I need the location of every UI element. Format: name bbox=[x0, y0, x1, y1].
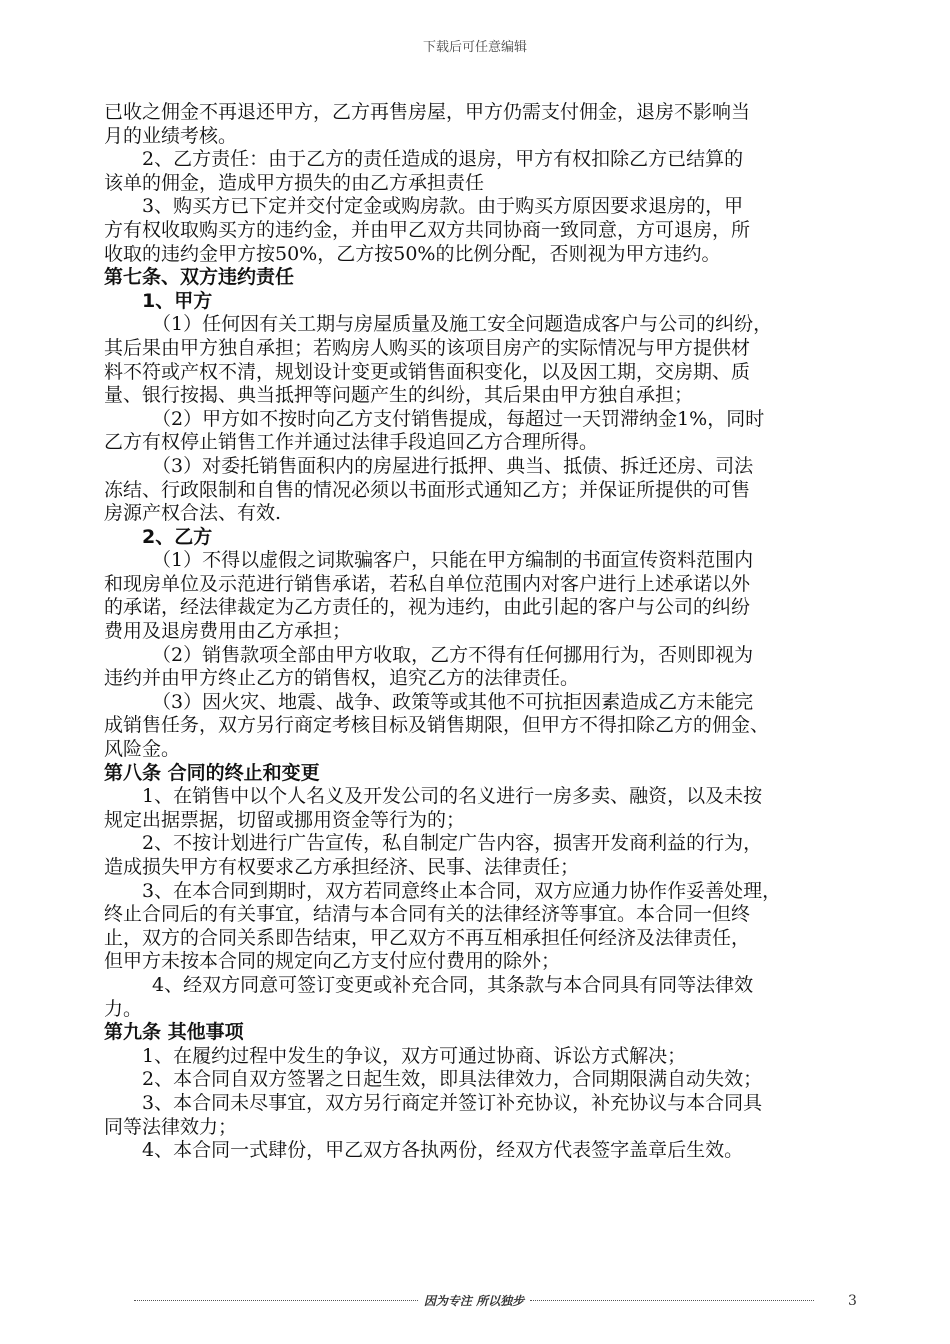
body-text-line: 但甲方未按本合同的规定向乙方支付应付费用的除外； bbox=[104, 950, 561, 973]
paragraph-first-line: 3、在本合同到期时，双方若同意终止本合同，双方应通力协作作妥善处理， bbox=[142, 879, 782, 902]
paragraph-first-line: 2、乙方责任：由于乙方的责任造成的退房，甲方有权扣除乙方已结算的 bbox=[142, 148, 744, 171]
page-footer bbox=[134, 1290, 814, 1310]
paragraph-first-line: 1、在销售中以个人名义及开发公司的名义进行一房多卖、融资，以及未按 bbox=[142, 785, 763, 808]
body-text-line: 和现房单位及示范进行销售承诺，若私自单位范围内对客户进行上述承诺以外 bbox=[104, 572, 751, 595]
body-text-line: 费用及退房费用由乙方承担； bbox=[104, 620, 352, 643]
body-text-line: 收取的违约金甲方按50%，乙方按50%的比例分配，否则视为甲方违约。 bbox=[104, 242, 721, 265]
body-text-line: 终止合同后的有关事宜，结清与本合同有关的法律经济等事宜。本合同一但终 bbox=[104, 903, 751, 926]
body-text-line: 风险金。 bbox=[104, 738, 181, 761]
body-text-line: 房源产权合法、有效. bbox=[104, 502, 282, 525]
subsection-heading: 1、甲方 bbox=[142, 289, 213, 312]
body-text-line: 止，双方的合同关系即告结束，甲乙双方不再互相承担任何经济及法律责任， bbox=[104, 926, 751, 949]
paragraph-first-line: （2）甲方如不按时向乙方支付销售提成，每超过一天罚滞纳金1%，同时 bbox=[152, 407, 765, 430]
body-text-line: 已收之佣金不再退还甲方，乙方再售房屋，甲方仍需支付佣金，退房不影响当 bbox=[104, 101, 751, 123]
body-text-line: 规定出据票据，切留或挪用资金等行为的； bbox=[104, 808, 466, 831]
body-text-line: 的承诺，经法律裁定为乙方责任的，视为违约，由此引起的客户与公司的纠纷 bbox=[104, 596, 751, 619]
body-text-line: 冻结、行政限制和自售的情况必须以书面形式通知乙方；并保证所提供的可售 bbox=[104, 478, 751, 501]
paragraph-first-line: （2）销售款项全部由甲方收取，乙方不得有任何挪用行为，否则即视为 bbox=[152, 643, 754, 666]
footer-dotted-rule-left bbox=[134, 1300, 418, 1301]
paragraph-first-line: 4、经双方同意可签订变更或补充合同，其条款与本合同具有同等法律效 bbox=[152, 973, 754, 996]
body-text-line: 料不符或产权不清，规划设计变更或销售面积变化，以及因工期，交房期、质 bbox=[104, 360, 751, 383]
page-header: 下载后可任意编辑 bbox=[422, 40, 527, 55]
body-text-line: 方有权收取购买方的违约金，并由甲乙双方共同协商一致同意，方可退房，所 bbox=[104, 218, 751, 241]
body-text-line: 同等法律效力； bbox=[104, 1115, 238, 1138]
body-text-line: 力。 bbox=[104, 997, 143, 1020]
body-text-line: 造成损失甲方有权要求乙方承担经济、民事、法律责任； bbox=[104, 856, 580, 878]
body-text-line: 乙方有权停止销售工作并通过法律手段追回乙方合理所得。 bbox=[104, 431, 599, 454]
page-number: 3 bbox=[848, 1293, 857, 1309]
paragraph-first-line: 4、本合同一式肆份，甲乙双方各执两份，经双方代表签字盖章后生效。 bbox=[142, 1139, 744, 1162]
section-heading: 第七条、双方违约责任 bbox=[104, 266, 295, 289]
paragraph-first-line: （3）因火灾、地震、战争、政策等或其他不可抗拒因素造成乙方未能完 bbox=[152, 690, 754, 713]
paragraph-first-line: 3、购买方已下定并交付定金或购房款。由于购买方原因要求退房的，甲 bbox=[142, 195, 744, 218]
paragraph-first-line: 3、本合同未尽事宜，双方另行商定并签订补充协议，补充协议与本合同具 bbox=[142, 1091, 763, 1114]
body-text-line: 月的业绩考核。 bbox=[104, 124, 238, 147]
paragraph-first-line: （1）任何因有关工期与房屋质量及施工安全问题造成客户与公司的纠纷， bbox=[152, 313, 773, 336]
paragraph-first-line: （1）不得以虚假之词欺骗客户，只能在甲方编制的书面宣传资料范围内 bbox=[152, 549, 754, 572]
paragraph-first-line: 2、不按计划进行广告宣传，私自制定广告内容，损害开发商利益的行为， bbox=[142, 832, 763, 855]
body-text-line: 违约并由甲方终止乙方的销售权，追究乙方的法律责任。 bbox=[104, 667, 580, 690]
footer-motto: 因为专注 所以独步 bbox=[423, 1293, 525, 1308]
paragraph-first-line: （3）对委托销售面积内的房屋进行抵押、典当、抵债、拆迁还房、司法 bbox=[152, 454, 754, 477]
body-text-line: 该单的佣金，造成甲方损失的由乙方承担责任 bbox=[104, 171, 485, 194]
subsection-heading: 2、乙方 bbox=[142, 525, 213, 548]
body-text-line: 其后果由甲方独自承担；若购房人购买的该项目房产的实际情况与甲方提供材 bbox=[104, 336, 751, 359]
body-text-line: 量、银行按揭、典当抵押等问题产生的纠纷，其后果由甲方独自承担； bbox=[104, 384, 694, 407]
section-heading: 第九条 其他事项 bbox=[104, 1021, 244, 1044]
footer-dotted-rule-right bbox=[530, 1300, 814, 1301]
body-text-line: 成销售任务，双方另行商定考核目标及销售期限，但甲方不得扣除乙方的佣金、 bbox=[104, 714, 770, 737]
paragraph-first-line: 1、在履约过程中发生的争议，双方可通过协商、诉讼方式解决； bbox=[142, 1044, 687, 1067]
paragraph-first-line: 2、本合同自双方签署之日起生效，即具法律效力，合同期限满自动失效； bbox=[142, 1068, 763, 1091]
section-heading: 第八条 合同的终止和变更 bbox=[104, 761, 320, 784]
document-body bbox=[104, 101, 864, 1163]
